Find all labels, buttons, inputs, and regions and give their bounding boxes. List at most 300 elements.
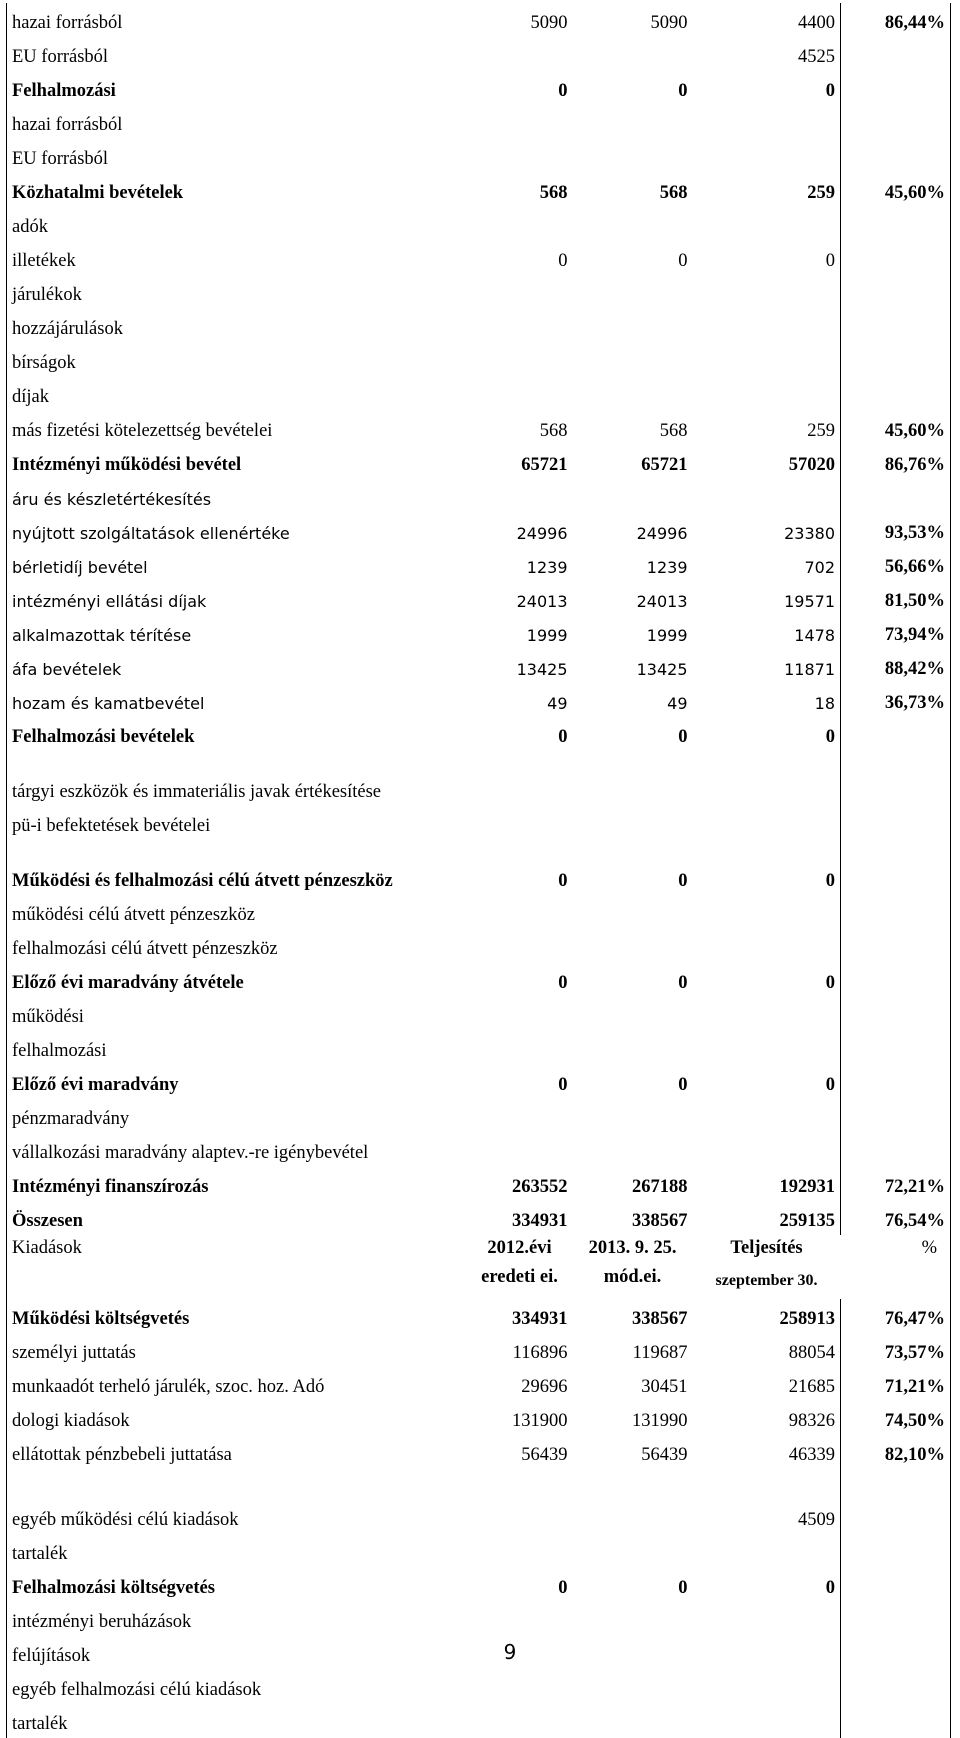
- expense-row: [7, 1435, 951, 1469]
- performance-value: 46339: [693, 1435, 841, 1469]
- row-label: Intézményi finanszírozás: [7, 1167, 467, 1201]
- performance-value: [693, 309, 841, 343]
- percent-value: 76,54%: [841, 1201, 951, 1235]
- performance-value: 259: [693, 173, 841, 207]
- modified-value: [573, 751, 693, 806]
- modified-value: 24013: [636, 592, 688, 611]
- modified-value: 13425: [636, 660, 688, 679]
- performance-value: [693, 1670, 841, 1704]
- percent-value: [841, 275, 951, 309]
- original-value: 0: [558, 251, 568, 271]
- revenue-row: [7, 513, 951, 547]
- percent-value: 81,50%: [841, 581, 951, 615]
- header-col2-line1: 2013. 9. 25.: [588, 1238, 677, 1258]
- row-label: Felhalmozási költségvetés: [7, 1568, 467, 1602]
- modified-value: 24996: [636, 524, 688, 543]
- row-label: felhalmozási célú átvett pénzeszköz: [7, 929, 467, 963]
- percent-value: [841, 997, 951, 1031]
- modified-value: [573, 275, 693, 309]
- modified-value: [573, 1099, 693, 1133]
- original-value: [467, 139, 573, 173]
- original-value: [467, 1133, 573, 1167]
- row-label: pü-i befektetések bevételei: [7, 806, 467, 840]
- revenue-row: [7, 963, 951, 997]
- modified-value: [573, 207, 693, 241]
- original-value: [467, 343, 573, 377]
- performance-value: 0: [693, 840, 841, 895]
- original-value: [467, 751, 573, 806]
- performance-value: [693, 929, 841, 963]
- revenue-row: [7, 343, 951, 377]
- modified-value: [573, 377, 693, 411]
- modified-value: [573, 997, 693, 1031]
- modified-value: [573, 1133, 693, 1167]
- row-label: hazai forrásból: [7, 3, 467, 37]
- row-label: tartalék: [7, 1534, 467, 1568]
- percent-value: 71,21%: [841, 1367, 951, 1401]
- performance-value: [693, 1133, 841, 1167]
- modified-value: 131990: [632, 1411, 688, 1431]
- original-value: 0: [558, 1578, 568, 1598]
- percent-value: 76,47%: [841, 1299, 951, 1333]
- percent-value: [841, 840, 951, 895]
- percent-value: [841, 1500, 951, 1534]
- row-label: személyi juttatás: [7, 1333, 467, 1367]
- performance-value: 0: [693, 1065, 841, 1099]
- modified-value: 49: [667, 694, 688, 713]
- performance-value: 11871: [693, 649, 841, 683]
- row-label: Előző évi maradvány átvétele: [7, 963, 467, 997]
- revenue-row: [7, 207, 951, 241]
- original-value: 1999: [526, 626, 568, 645]
- modified-value: 568: [659, 421, 688, 441]
- percent-value: [841, 1099, 951, 1133]
- performance-value: [693, 1704, 841, 1738]
- percent-value: 82,10%: [841, 1435, 951, 1469]
- original-value: [467, 1500, 573, 1534]
- performance-value: 21685: [693, 1367, 841, 1401]
- modified-value: 338567: [632, 1211, 688, 1231]
- percent-value: 93,53%: [841, 513, 951, 547]
- expense-row: [7, 1469, 951, 1500]
- row-label: bírságok: [7, 343, 467, 377]
- original-value: [467, 806, 573, 840]
- percent-value: [841, 1602, 951, 1636]
- expense-row: [7, 1534, 951, 1568]
- row-label: pénzmaradvány: [7, 1099, 467, 1133]
- revenue-row: [7, 377, 951, 411]
- percent-value: [841, 806, 951, 840]
- performance-value: 57020: [693, 445, 841, 479]
- original-value: 568: [539, 421, 568, 441]
- performance-value: [693, 105, 841, 139]
- row-label: dologi kiadások: [7, 1401, 467, 1435]
- percent-value: 73,94%: [841, 615, 951, 649]
- row-label: Közhatalmi bevételek: [7, 173, 467, 207]
- percent-value: [841, 1704, 951, 1738]
- modified-value: 0: [678, 1578, 688, 1598]
- revenue-row: [7, 649, 951, 683]
- modified-value: 267188: [632, 1177, 688, 1197]
- percent-value: 72,21%: [841, 1167, 951, 1201]
- modified-value: 0: [678, 1075, 688, 1095]
- revenue-row: [7, 806, 951, 840]
- performance-value: [693, 1031, 841, 1065]
- row-label: intézményi beruházások: [7, 1602, 467, 1636]
- row-label: működési célú átvett pénzeszköz: [7, 895, 467, 929]
- header-col2-line2: mód.ei.: [603, 1267, 662, 1287]
- performance-value: [693, 377, 841, 411]
- modified-value: [573, 343, 693, 377]
- header-col1-line1: 2012.évi: [487, 1238, 552, 1258]
- original-value: [467, 377, 573, 411]
- page-number: 9: [503, 1640, 517, 1664]
- revenue-row: [7, 105, 951, 139]
- revenue-row: [7, 139, 951, 173]
- original-value: 5090: [530, 13, 568, 33]
- modified-value: 1239: [646, 558, 688, 577]
- modified-value: [573, 1534, 693, 1568]
- performance-value: 0: [693, 1568, 841, 1602]
- percent-value: [841, 929, 951, 963]
- expense-section: [7, 1299, 951, 1738]
- revenue-row: [7, 547, 951, 581]
- modified-value: 65721: [641, 455, 688, 475]
- row-label: Felhalmozási bevételek: [7, 717, 467, 751]
- original-value: 0: [558, 1075, 568, 1095]
- percent-value: [841, 105, 951, 139]
- original-value: [467, 479, 573, 513]
- row-label: hozam és kamatbevétel: [7, 683, 467, 717]
- revenue-row: [7, 3, 951, 37]
- original-value: [467, 105, 573, 139]
- original-value: [467, 1704, 573, 1738]
- expense-row: [7, 1670, 951, 1704]
- original-value: 65721: [521, 455, 568, 475]
- original-value: 13425: [516, 660, 568, 679]
- row-label: Működési költségvetés: [7, 1299, 467, 1333]
- original-value: [467, 37, 573, 71]
- modified-value: [573, 1031, 693, 1065]
- row-label: felújítások: [7, 1636, 467, 1670]
- modified-value: 0: [678, 973, 688, 993]
- header-col-original: [467, 1235, 573, 1299]
- performance-value: 259: [693, 411, 841, 445]
- original-value: 334931: [512, 1211, 568, 1231]
- original-value: [467, 1602, 573, 1636]
- row-label: alkalmazottak térítése: [7, 615, 467, 649]
- performance-value: 0: [693, 241, 841, 275]
- performance-value: [693, 1602, 841, 1636]
- revenue-row: [7, 840, 951, 895]
- original-value: 568: [539, 183, 568, 203]
- original-value: 56439: [521, 1445, 568, 1465]
- original-value: [467, 275, 573, 309]
- percent-value: [841, 1534, 951, 1568]
- row-label: áfa bevételek: [7, 649, 467, 683]
- percent-value: 36,73%: [841, 683, 951, 717]
- original-value: [467, 929, 573, 963]
- revenue-row: [7, 683, 951, 717]
- revenue-row: [7, 717, 951, 751]
- percent-value: [841, 71, 951, 105]
- header-col4-line1: %: [921, 1238, 937, 1258]
- percent-value: [841, 1031, 951, 1065]
- original-value: [467, 997, 573, 1031]
- performance-value: [693, 751, 841, 806]
- original-value: [467, 1534, 573, 1568]
- percent-value: [841, 1469, 951, 1500]
- row-label: illetékek: [7, 241, 467, 275]
- expense-row: [7, 1367, 951, 1401]
- percent-value: [841, 241, 951, 275]
- revenue-row: [7, 1065, 951, 1099]
- original-value: [467, 207, 573, 241]
- revenue-row: [7, 445, 951, 479]
- row-label: járulékok: [7, 275, 467, 309]
- row-label: EU forrásból: [7, 37, 467, 71]
- modified-value: 56439: [641, 1445, 688, 1465]
- revenue-row: [7, 1099, 951, 1133]
- revenue-row: [7, 615, 951, 649]
- expense-header-label: [7, 1235, 467, 1299]
- performance-value: 702: [693, 547, 841, 581]
- row-label: intézményi ellátási díjak: [7, 581, 467, 615]
- revenue-row: [7, 997, 951, 1031]
- header-col-percent: [841, 1235, 951, 1299]
- revenue-row: [7, 1201, 951, 1235]
- performance-value: 4400: [693, 3, 841, 37]
- performance-value: [693, 806, 841, 840]
- modified-value: [573, 895, 693, 929]
- header-col1-line2: eredeti ei.: [481, 1267, 558, 1287]
- percent-value: [841, 309, 951, 343]
- performance-value: [693, 275, 841, 309]
- row-label: áru és készletértékesítés: [7, 479, 467, 513]
- percent-value: [841, 1065, 951, 1099]
- row-label: tárgyi eszközök és immateriális javak értékesítése: [7, 751, 467, 806]
- percent-value: [841, 377, 951, 411]
- row-label: ellátottak pénzbebeli juttatása: [7, 1435, 467, 1469]
- performance-value: 1478: [693, 615, 841, 649]
- revenue-row: [7, 71, 951, 105]
- revenue-row: [7, 1133, 951, 1167]
- row-label: nyújtott szolgáltatások ellenértéke: [7, 513, 467, 547]
- row-label: tartalék: [7, 1704, 467, 1738]
- percent-value: [841, 479, 951, 513]
- row-label: Felhalmozási: [7, 71, 467, 105]
- modified-value: [573, 479, 693, 513]
- expense-row: [7, 1568, 951, 1602]
- revenue-row: [7, 581, 951, 615]
- header-col3-line1: Teljesítés: [730, 1238, 803, 1258]
- performance-value: [693, 1469, 841, 1500]
- modified-value: 568: [659, 183, 688, 203]
- expense-row: [7, 1704, 951, 1738]
- row-label: működési: [7, 997, 467, 1031]
- original-value: 1239: [526, 558, 568, 577]
- performance-value: 23380: [693, 513, 841, 547]
- performance-value: 258913: [693, 1299, 841, 1333]
- header-kiadasok: Kiadások: [12, 1238, 82, 1258]
- performance-value: 18: [693, 683, 841, 717]
- original-value: 263552: [512, 1177, 568, 1197]
- header-col3-line2: szeptember 30.: [715, 1272, 818, 1289]
- performance-value: 0: [693, 71, 841, 105]
- expense-header: [7, 1235, 951, 1299]
- modified-value: 0: [678, 871, 688, 891]
- percent-value: 45,60%: [841, 173, 951, 207]
- percent-value: 56,66%: [841, 547, 951, 581]
- expense-row: [7, 1333, 951, 1367]
- percent-value: [841, 717, 951, 751]
- original-value: 24996: [516, 524, 568, 543]
- performance-value: [693, 207, 841, 241]
- original-value: 0: [558, 727, 568, 747]
- performance-value: 88054: [693, 1333, 841, 1367]
- revenue-row: [7, 479, 951, 513]
- row-label: más fizetési kötelezettség bevételei: [7, 411, 467, 445]
- modified-value: [573, 929, 693, 963]
- percent-value: 74,50%: [841, 1401, 951, 1435]
- modified-value: [573, 37, 693, 71]
- percent-value: 86,76%: [841, 445, 951, 479]
- revenue-row: [7, 37, 951, 71]
- row-label: Működési és felhalmozási célú átvett pénzeszköz: [7, 840, 467, 895]
- modified-value: [573, 309, 693, 343]
- expense-row: [7, 1401, 951, 1435]
- revenue-section: [7, 3, 951, 1235]
- expense-row: [7, 1500, 951, 1534]
- modified-value: 1999: [646, 626, 688, 645]
- row-label: munkaadót terheló járulék, szoc. hoz. Adó: [7, 1367, 467, 1401]
- row-label: EU forrásból: [7, 139, 467, 173]
- performance-value: 0: [693, 963, 841, 997]
- performance-value: 98326: [693, 1401, 841, 1435]
- percent-value: [841, 963, 951, 997]
- performance-value: 192931: [693, 1167, 841, 1201]
- modified-value: 0: [678, 251, 688, 271]
- modified-value: [573, 1602, 693, 1636]
- percent-value: 86,44%: [841, 3, 951, 37]
- modified-value: 5090: [650, 13, 688, 33]
- modified-value: [573, 139, 693, 173]
- original-value: 24013: [516, 592, 568, 611]
- row-label: bérletidíj bevétel: [7, 547, 467, 581]
- percent-value: 45,60%: [841, 411, 951, 445]
- revenue-row: [7, 275, 951, 309]
- original-value: [467, 1469, 573, 1500]
- row-label: Előző évi maradvány: [7, 1065, 467, 1099]
- revenue-row: [7, 1167, 951, 1201]
- performance-value: 0: [693, 717, 841, 751]
- performance-value: [693, 343, 841, 377]
- performance-value: 4525: [693, 37, 841, 71]
- modified-value: [573, 1500, 693, 1534]
- row-label: hazai forrásból: [7, 105, 467, 139]
- performance-value: 4509: [693, 1500, 841, 1534]
- performance-value: [693, 997, 841, 1031]
- performance-value: 259135: [693, 1201, 841, 1235]
- expense-header-row: [7, 1235, 951, 1299]
- percent-value: [841, 751, 951, 806]
- original-value: [467, 1099, 573, 1133]
- row-label: egyéb felhalmozási célú kiadások: [7, 1670, 467, 1704]
- original-value: 131900: [512, 1411, 568, 1431]
- budget-table: [6, 3, 951, 1738]
- percent-value: [841, 37, 951, 71]
- performance-value: [693, 1099, 841, 1133]
- row-label: [7, 1469, 467, 1500]
- modified-value: [573, 1469, 693, 1500]
- header-col-performance: [693, 1235, 841, 1299]
- original-value: [467, 1670, 573, 1704]
- percent-value: [841, 1568, 951, 1602]
- modified-value: 0: [678, 81, 688, 101]
- row-label: adók: [7, 207, 467, 241]
- expense-row: [7, 1299, 951, 1333]
- revenue-row: [7, 309, 951, 343]
- performance-value: [693, 479, 841, 513]
- original-value: 49: [547, 694, 568, 713]
- revenue-row: [7, 929, 951, 963]
- original-value: [467, 1031, 573, 1065]
- revenue-row: [7, 173, 951, 207]
- row-label: hozzájárulások: [7, 309, 467, 343]
- row-label: díjak: [7, 377, 467, 411]
- modified-value: 119687: [632, 1343, 688, 1363]
- modified-value: 0: [678, 727, 688, 747]
- revenue-row: [7, 895, 951, 929]
- revenue-row: [7, 241, 951, 275]
- original-value: 0: [558, 973, 568, 993]
- modified-value: [573, 105, 693, 139]
- percent-value: [841, 207, 951, 241]
- percent-value: 73,57%: [841, 1333, 951, 1367]
- original-value: 116896: [512, 1343, 568, 1363]
- original-value: 334931: [512, 1309, 568, 1329]
- modified-value: [573, 1670, 693, 1704]
- percent-value: [841, 1133, 951, 1167]
- original-value: 0: [558, 871, 568, 891]
- expense-row: [7, 1602, 951, 1636]
- percent-value: [841, 139, 951, 173]
- row-label: egyéb működési célú kiadások: [7, 1500, 467, 1534]
- row-label: vállalkozási maradvány alaptev.-re igénybevétel: [7, 1133, 467, 1167]
- row-label: Intézményi működési bevétel: [7, 445, 467, 479]
- revenue-row: [7, 751, 951, 806]
- original-value: [467, 309, 573, 343]
- modified-value: [573, 806, 693, 840]
- percent-value: [841, 895, 951, 929]
- percent-value: [841, 1670, 951, 1704]
- header-col-modified: [573, 1235, 693, 1299]
- original-value: [467, 895, 573, 929]
- modified-value: 30451: [641, 1377, 688, 1397]
- original-value: 29696: [521, 1377, 568, 1397]
- modified-value: 338567: [632, 1309, 688, 1329]
- revenue-row: [7, 411, 951, 445]
- modified-value: [573, 1704, 693, 1738]
- performance-value: 19571: [693, 581, 841, 615]
- percent-value: [841, 343, 951, 377]
- performance-value: [693, 139, 841, 173]
- percent-value: 88,42%: [841, 649, 951, 683]
- revenue-row: [7, 1031, 951, 1065]
- performance-value: [693, 1534, 841, 1568]
- original-value: 0: [558, 81, 568, 101]
- row-label: felhalmozási: [7, 1031, 467, 1065]
